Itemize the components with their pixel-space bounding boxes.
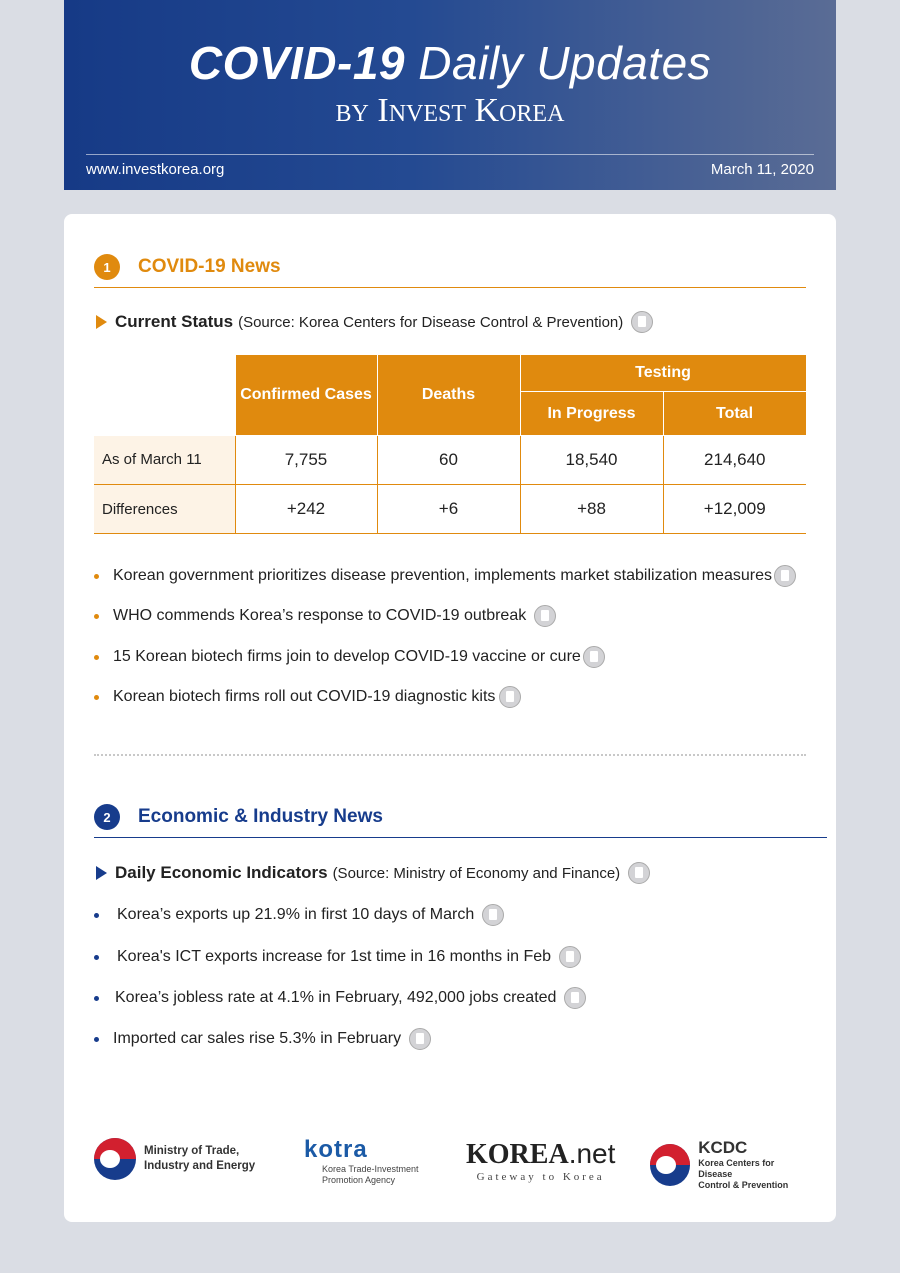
header-divider <box>86 154 814 155</box>
bullet-dot <box>94 574 99 579</box>
kotra-sub-line-1: Korea Trade-Investment <box>322 1164 419 1174</box>
table-corner <box>94 355 235 436</box>
koreanet-wordmark <box>466 1138 615 1171</box>
section-2-number: 2 <box>94 804 120 830</box>
taegeuk-emblem-icon <box>650 1144 690 1186</box>
section-2-header <box>94 804 383 830</box>
motie-line-2: Industry and Energy <box>144 1160 256 1172</box>
section-1-title: COVID-19 News <box>138 256 281 277</box>
indicators-heading <box>96 862 650 884</box>
row-label: As of March 11 <box>94 436 235 485</box>
cell-total: +12,009 <box>663 485 806 534</box>
document-link-icon[interactable] <box>559 946 581 968</box>
section-1-header <box>94 254 281 280</box>
kotra-logo[interactable] <box>304 1136 419 1186</box>
news-headline[interactable]: Korea’s exports up 21.9% in first 10 days of March <box>117 906 475 923</box>
kotra-sub-line-2: Promotion Agency <box>322 1175 396 1185</box>
header-deaths: Deaths <box>377 355 520 436</box>
content-card <box>64 214 836 1222</box>
kcdc-logo[interactable] <box>650 1138 806 1191</box>
cell-confirmed: +242 <box>235 485 377 534</box>
partner-logos <box>94 1136 806 1196</box>
document-link-icon[interactable] <box>628 862 650 884</box>
bullet-dot <box>94 695 99 700</box>
list-item[interactable] <box>94 1028 431 1050</box>
table-row <box>94 436 806 485</box>
document-link-icon[interactable] <box>534 605 556 627</box>
news-headline[interactable]: Korea's ICT exports increase for 1st time in 16 months in Feb <box>117 948 552 965</box>
document-link-icon[interactable] <box>482 904 504 926</box>
header-in-progress: In Progress <box>520 392 663 436</box>
current-status-label: Current Status <box>115 312 234 331</box>
cell-deaths: 60 <box>377 436 520 485</box>
section-2-title: Economic & Industry News <box>138 806 383 827</box>
triangle-bullet-icon <box>96 866 107 880</box>
kotra-wordmark: kotra <box>304 1136 368 1163</box>
news-headline[interactable]: 15 Korean biotech firms join to develop COVID-19 vaccine or cure <box>113 648 581 665</box>
section-divider <box>94 754 806 756</box>
triangle-bullet-icon <box>96 315 107 329</box>
header-confirmed: Confirmed Cases <box>235 355 377 436</box>
bullet-dot <box>94 655 99 660</box>
current-status-source: (Source: Korea Centers for Disease Control & Prevention) <box>238 313 624 331</box>
list-item[interactable] <box>94 605 556 627</box>
news-headline[interactable]: Korean biotech firms roll out COVID-19 diagnostic kits <box>113 688 496 705</box>
list-item[interactable] <box>94 904 504 926</box>
document-link-icon[interactable] <box>409 1028 431 1050</box>
document-link-icon[interactable] <box>631 311 653 333</box>
document-link-icon[interactable] <box>499 686 521 708</box>
koreanet-tagline: Gateway to Korea <box>476 1171 605 1183</box>
bullet-dot <box>94 913 99 918</box>
news-headline[interactable]: Korea’s jobless rate at 4.1% in February, 492,000 jobs created <box>115 989 557 1006</box>
motie-line-1: Ministry of Trade, <box>144 1145 240 1157</box>
bullet-dot <box>94 996 99 1001</box>
list-item[interactable] <box>94 686 521 708</box>
taegeuk-emblem-icon <box>94 1138 136 1180</box>
koreanet-suffix: .net <box>568 1138 616 1169</box>
list-item[interactable] <box>94 646 605 668</box>
motie-logo[interactable] <box>94 1138 255 1180</box>
section-2-rule <box>94 837 827 838</box>
document-link-icon[interactable] <box>774 565 796 587</box>
section-1-rule <box>94 287 806 288</box>
cell-in-progress: 18,540 <box>520 436 663 485</box>
title-bold: COVID-19 <box>188 37 406 89</box>
indicators-source: (Source: Ministry of Economy and Finance) <box>332 864 621 882</box>
row-label: Differences <box>94 485 235 534</box>
page-subtitle: by Invest Korea <box>335 92 565 129</box>
header-banner <box>64 0 836 190</box>
cell-confirmed: 7,755 <box>235 436 377 485</box>
kcdc-sub-line-1: Korea Centers for Disease <box>698 1158 775 1179</box>
list-item[interactable] <box>94 565 796 587</box>
kcdc-sub-line-2: Control & Prevention <box>698 1180 789 1190</box>
news-headline[interactable]: WHO commends Korea’s response to COVID-19 outbreak <box>113 607 527 624</box>
bullet-dot <box>94 955 99 960</box>
header-testing: Testing <box>520 355 806 392</box>
kcdc-wordmark: KCDC <box>698 1138 748 1157</box>
section-1-number: 1 <box>94 254 120 280</box>
status-table <box>94 354 807 534</box>
bullet-dot <box>94 614 99 619</box>
document-link-icon[interactable] <box>583 646 605 668</box>
document-link-icon[interactable] <box>564 987 586 1009</box>
list-item[interactable] <box>94 946 581 968</box>
current-status-heading <box>96 311 653 333</box>
header-total: Total <box>663 392 806 436</box>
cell-deaths: +6 <box>377 485 520 534</box>
news-headline[interactable]: Imported car sales rise 5.3% in February <box>113 1030 402 1047</box>
page-title <box>64 36 836 90</box>
koreanet-main: KOREA <box>466 1139 569 1170</box>
issue-date: March 11, 2020 <box>710 161 814 178</box>
title-rest: Daily Updates <box>418 37 712 89</box>
news-headline[interactable]: Korean government prioritizes disease prevention, implements market stabilization measures <box>113 567 772 584</box>
list-item[interactable] <box>94 987 586 1009</box>
koreanet-logo[interactable] <box>466 1138 615 1183</box>
bullet-dot <box>94 1037 99 1042</box>
indicators-label: Daily Economic Indicators <box>115 863 328 882</box>
cell-in-progress: +88 <box>520 485 663 534</box>
table-row <box>94 485 806 534</box>
website-link[interactable]: www.investkorea.org <box>86 161 225 178</box>
cell-total: 214,640 <box>663 436 806 485</box>
